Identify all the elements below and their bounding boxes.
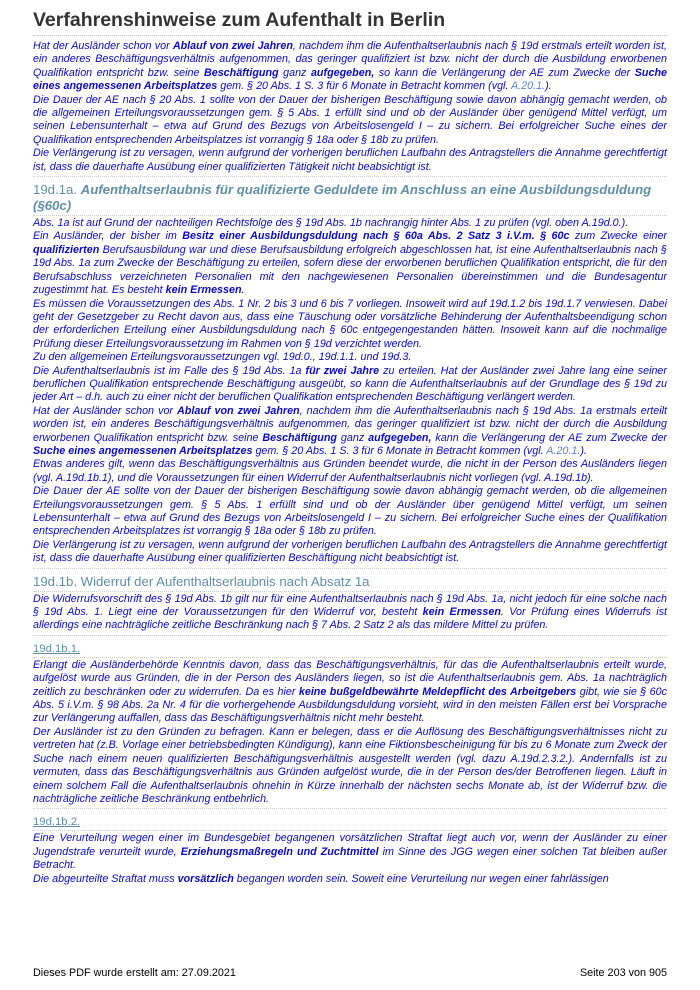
text-run: gem. § 20 Abs. 1 S. 3 für 6 Monate in Betracht kommen (vgl.: [252, 444, 547, 457]
document-page: [33, 8, 667, 886]
emphasis: Erziehungsmaßregeln und Zuchtmittel: [180, 845, 379, 858]
emphasis: Ablauf von zwei Jahren: [177, 404, 300, 417]
page-title: Verfahrenshinweise zum Aufenthalt in Berlin: [33, 8, 667, 36]
text-run: . Vor Prüfung eines Widerrufs ist allerdings eine nachträgliche zeitliche Beschränkung nach § 7 Abs. 2 Satz 2 als das mildere Mittel zu prüfen.: [33, 606, 668, 632]
subsection-label: 19d.1b.2.: [33, 816, 81, 829]
emphasis: Beschäftigung: [203, 66, 279, 79]
emphasis: Ablauf von zwei Jahren: [172, 40, 293, 52]
paragraph: Zu den allgemeinen Erteilungsvoraussetzungen vgl. 19d.0., 19d.1.1. und 19d.3.: [33, 351, 412, 364]
text-run: .: [241, 284, 245, 297]
emphasis: für zwei Jahre: [305, 364, 380, 377]
text-run: gibt, wie sie § 60c Abs. 5 i.V.m. § 98 Abs. 2a Nr. 4 für die vorhergehende Ausbildungsduldung vorsieht, wird in den meisten Fällen erst bei Vorsprache zur Verlängerung auffallen, dass das Beschäftigungsverhältnis nicht mehr besteht.: [33, 685, 668, 725]
paragraph: [33, 365, 667, 405]
emphasis: Besitz einer Ausbildungsduldung nach § 60a Abs. 2 Satz 3 i.V.m. § 60c: [182, 230, 570, 243]
text-run: , nachdem ihm die Aufenthaltserlaubnis nach § 19d erstmals erteilt worden ist, ein anderes Beschäftigungsverhältnis aufgenommen, das geringer qualifiziert ist bzw. nicht der durch die Ausbildung erworbenen Qualifikation entspricht bzw. seine: [33, 40, 668, 79]
emphasis: keine bußgeldbewährte Meldepflicht des Arbeitgebers: [298, 685, 577, 698]
paragraph: Etwas anderes gilt, wenn das Beschäftigungsverhältnis aus Gründen beendet wurde, die nicht in der Person des Ausländers liegen (vgl. A.19d.1b.1), und die Voraussetzungen für einen Widerruf der Aufenthaltserlaubnis nicht vorliegen (vgl. A.19d.1b).: [33, 458, 667, 484]
section-title: Aufenthaltserlaubnis für qualifizierte Geduldete im Anschluss an eine Ausbildungsduldung (§60c): [33, 182, 652, 214]
text-run: ganz: [278, 66, 311, 79]
section-title: Widerruf der Aufenthaltserlaubnis nach Absatz 1a: [80, 573, 370, 589]
text-run: Erlangt die Ausländerbehörde Kenntnis davon, dass das Beschäftigungsverhältnis, für das die Aufenthaltserlaubnis erteilt wurde, aufgelöst wurde aus Gründen, die in der Person des Ausländers liegen, so ist die Aufenthaltserlaubnis gem. Abs. 1a nachträglich zeitlich zu beschränken oder zu widerrufen. Da es hier: [33, 658, 667, 698]
paragraph: Die Dauer der AE nach § 20 Abs. 1 sollte von der Dauer der bisherigen Beschäftigung sowie davon abhängig gemacht werden, ob die allgemeinen Erteilungsvoraussetzungen gem. § 5 Abs. 1 erfüllt sind und ob der Ausländer über genügend Mittel verfügt, um seinen Lebensunterhalt – etwa auf Grund des Bezugs von Arbeitslosengeld I – zu sichern. Bei erfolgreicher Suche eines der Qualifikation entsprechenden Arbeitsplatzes ist vorrangig § 18a oder § 18b zu prüfen.: [33, 93, 667, 146]
paragraph: [33, 593, 667, 633]
intro-block: [33, 40, 667, 177]
text-run: gem. § 20 Abs. 1 S. 3 für 6 Monate in Betracht kommen (vgl.: [217, 80, 512, 93]
paragraph: Die Dauer der AE sollte von der Dauer der bisherigen Beschäftigung sowie davon abhängig gemacht werden, ob die allgemeinen Erteilungsvoraussetzungen gem. § 5 Abs. 1 erfüllt sind und ob der Ausländer über genügend Mittel verfügt, um seinen Lebensunterhalt – etwa auf Grund des Bezugs von Arbeitslosengeld I – zu sichern. Bei erfolgreicher Suche eines der Qualifikation entsprechenden Arbeitsplatzes ist vorrangig § 18a oder § 18b zu prüfen.: [33, 485, 667, 538]
cross-reference: A.20.1.: [511, 80, 546, 93]
text-run: Hat der Ausländer schon vor: [33, 40, 173, 52]
emphasis: Beschäftigung: [262, 431, 338, 444]
text-run: ).: [545, 80, 552, 93]
text-run: ganz: [337, 431, 369, 444]
paragraph: [33, 659, 667, 726]
subsection-19d-1b-1: [33, 636, 667, 809]
paragraph: [33, 405, 667, 459]
subsection-19d-1b-2: [33, 809, 667, 886]
text-run: begangen worden sein. Soweit eine Verurteilung nur wegen einer fahrlässigen: [233, 872, 609, 885]
text-run: Die Aufenthaltserlaubnis ist im Falle des § 19d Abs. 1a: [33, 364, 306, 377]
paragraph: [33, 40, 667, 94]
text-run: ).: [580, 444, 587, 457]
text-run: Die abgeurteilte Straftat muss: [33, 872, 178, 885]
text-run: zu erteilen. Hat der Ausländer zwei Jahre lang eine seiner beruflichen Qualifikation entsprechende Beschäftigung ausgeübt, so kann die Aufenthaltserlaubnis auf der Grundlage des § 19d zu jeder Art – d.h. auch zu einer nicht der beruflichen Qualifikation entsprechenden Beschäftigung verlängert werden.: [33, 364, 667, 404]
paragraph: [33, 832, 667, 872]
text-run: Ein Ausländer, der bisher im: [33, 230, 183, 243]
text-run: zum Zwecke einer: [569, 230, 667, 243]
emphasis: Suche eines angemessenen Arbeitsplatzes: [33, 444, 253, 457]
section-number: 19d.1b.: [33, 573, 77, 589]
text-run: im Sinne des JGG wegen einer solchen Tat bleiben außer Betracht.: [33, 845, 667, 872]
paragraph: Der Ausländer ist zu den Gründen zu befragen. Kann er belegen, dass er die Auflösung des Beschäftigungsverhältnisses nicht zu vertreten hat (z.B. Vorlage einer betriebsbedingten Kündigung), kann eine Fiktionsbescheinigung für bis zu 6 Monate zum Zweck der Suche nach einem neuen qualifizierten Beschäftigungsverhältnis ausgestellt werden (vgl. dazu A.19d.2.3.2.). Andernfalls ist zu vermuten, dass das Beschäftigungsverhältnis aus Gründen aufgelöst wurde, die in der Person des/der Betroffenen liegen. Läuft in einem solchem Fall die Aufenthaltserlaubnis ohnehin in Kürze innerhalb der nächsten sechs Monate ab, ist der Widerruf bzw. die nachträgliche zeitliche Beschränkung entbehrlich.: [33, 725, 667, 805]
text-run: Eine Verurteilung wegen einer im Bundesgebiet begangenen vorsätzlichen Straftat liegt auch vor, wenn der Ausländer zu einer Jugendstrafe verurteilt wurde,: [33, 832, 667, 858]
page-number: Seite 203 von 905: [579, 967, 667, 979]
emphasis: aufgegeben,: [368, 431, 432, 444]
emphasis: vorsätzlich: [177, 872, 234, 885]
cross-reference: A.20.1.: [546, 444, 581, 457]
text-run: , nachdem ihm die Aufenthaltserlaubnis nach § 19d Abs. 1a erstmals erteilt worden ist, ein anderes Beschäftigungsverhältnis aufgenommen, das geringer qualifiziert ist bzw. nicht der durch die Ausbildung erworbenen Qualifikation entspricht bzw. seine: [33, 404, 668, 444]
text-run: kann die Verlängerung der AE zum Zwecke der: [431, 431, 668, 444]
section-heading-19d-1b: [33, 574, 667, 590]
emphasis: kein Ermessen: [422, 606, 501, 619]
section-heading-19d-1a: [33, 182, 667, 214]
paragraph: [33, 230, 667, 297]
text-run: Die Widerrufsvorschrift des § 19d Abs. 1b gilt nur für eine Aufenthaltserlaubnis nach § 19d Abs. 1a, nicht jedoch für eine solche nach § 19d Abs. 1. Liegt eine der Voraussetzungen für den Widerruf vor, besteht: [33, 592, 667, 619]
paragraph: Die Verlängerung ist zu versagen, wenn aufgrund der vorherigen beruflichen Laufbahn des Antragstellers die Annahme gerechtfertigt ist, dass die dauerhafte Ausübung einer qualifizierten Tätigkeit nicht beabsichtigt ist.: [33, 147, 667, 173]
paragraph: [33, 873, 667, 886]
emphasis: Suche eines angemessenen Arbeitsplatzes: [33, 66, 667, 93]
creation-date: Dieses PDF wurde erstellt am: 27.09.2021: [33, 967, 236, 979]
section-number: 19d.1a.: [33, 182, 77, 198]
paragraph: Die Verlängerung ist zu versagen, wenn aufgrund der vorherigen beruflichen Laufbahn des Antragstellers die Annahme gerechtfertigt ist, dass die dauerhafte Ausübung einer qualifizierten Beschäftigung nicht beabsichtigt ist.: [33, 538, 667, 565]
emphasis: kein Ermessen: [165, 284, 242, 297]
section-19d-1b: [33, 591, 667, 636]
emphasis: aufgegeben,: [310, 66, 375, 79]
paragraph: Es müssen die Voraussetzungen des Abs. 1 Nr. 2 bis 3 und 6 bis 7 vorliegen. Insoweit wird auf 19d.1.2 bis 19d.1.7 verwiesen. Dabei geht der Gesetzgeber zu Recht davon aus, dass eine Täuschung oder vorsätzliche Behinderung der Aufenthaltsbeendigung schon der erforderlichen Erteilung einer Ausbildungsduldung nach § 60c entgegengestanden hätten. Insoweit kann auf die nochmalige Prüfung dieser Erteilungsvoraussetzung im Rahmen von § 19d verzichtet werden.: [33, 297, 667, 350]
subsection-label: 19d.1b.1.: [33, 642, 81, 655]
text-run: Berufsausbildung war und diese Berufsausbildung erfolgreich abgeschlossen hat, ist eine Aufenthaltserlaubnis nach § 19d Abs. 1a zum Zwecke der Beschäftigung zu erteilen, sofern diese der erworbenen beruflichen Qualifikation entspricht, die für den Berufsabschluss verzeichneten Personalien mit den nachgewiesenen Personalien übereinstimmen und die Bundesagentur zugestimmt hat. Es besteht: [33, 243, 667, 297]
paragraph: Abs. 1a ist auf Grund der nachteiligen Rechtsfolge des § 19d Abs. 1b nachrangig hinter Abs. 1 zu prüfen (vgl. oben A.19d.0.).: [33, 217, 629, 230]
text-run: Hat der Ausländer schon vor: [33, 404, 178, 417]
section-19d-1a: [33, 215, 667, 569]
emphasis: qualifizierten: [33, 243, 100, 256]
text-run: so kann die Verlängerung der AE zum Zwecke der: [374, 66, 635, 79]
